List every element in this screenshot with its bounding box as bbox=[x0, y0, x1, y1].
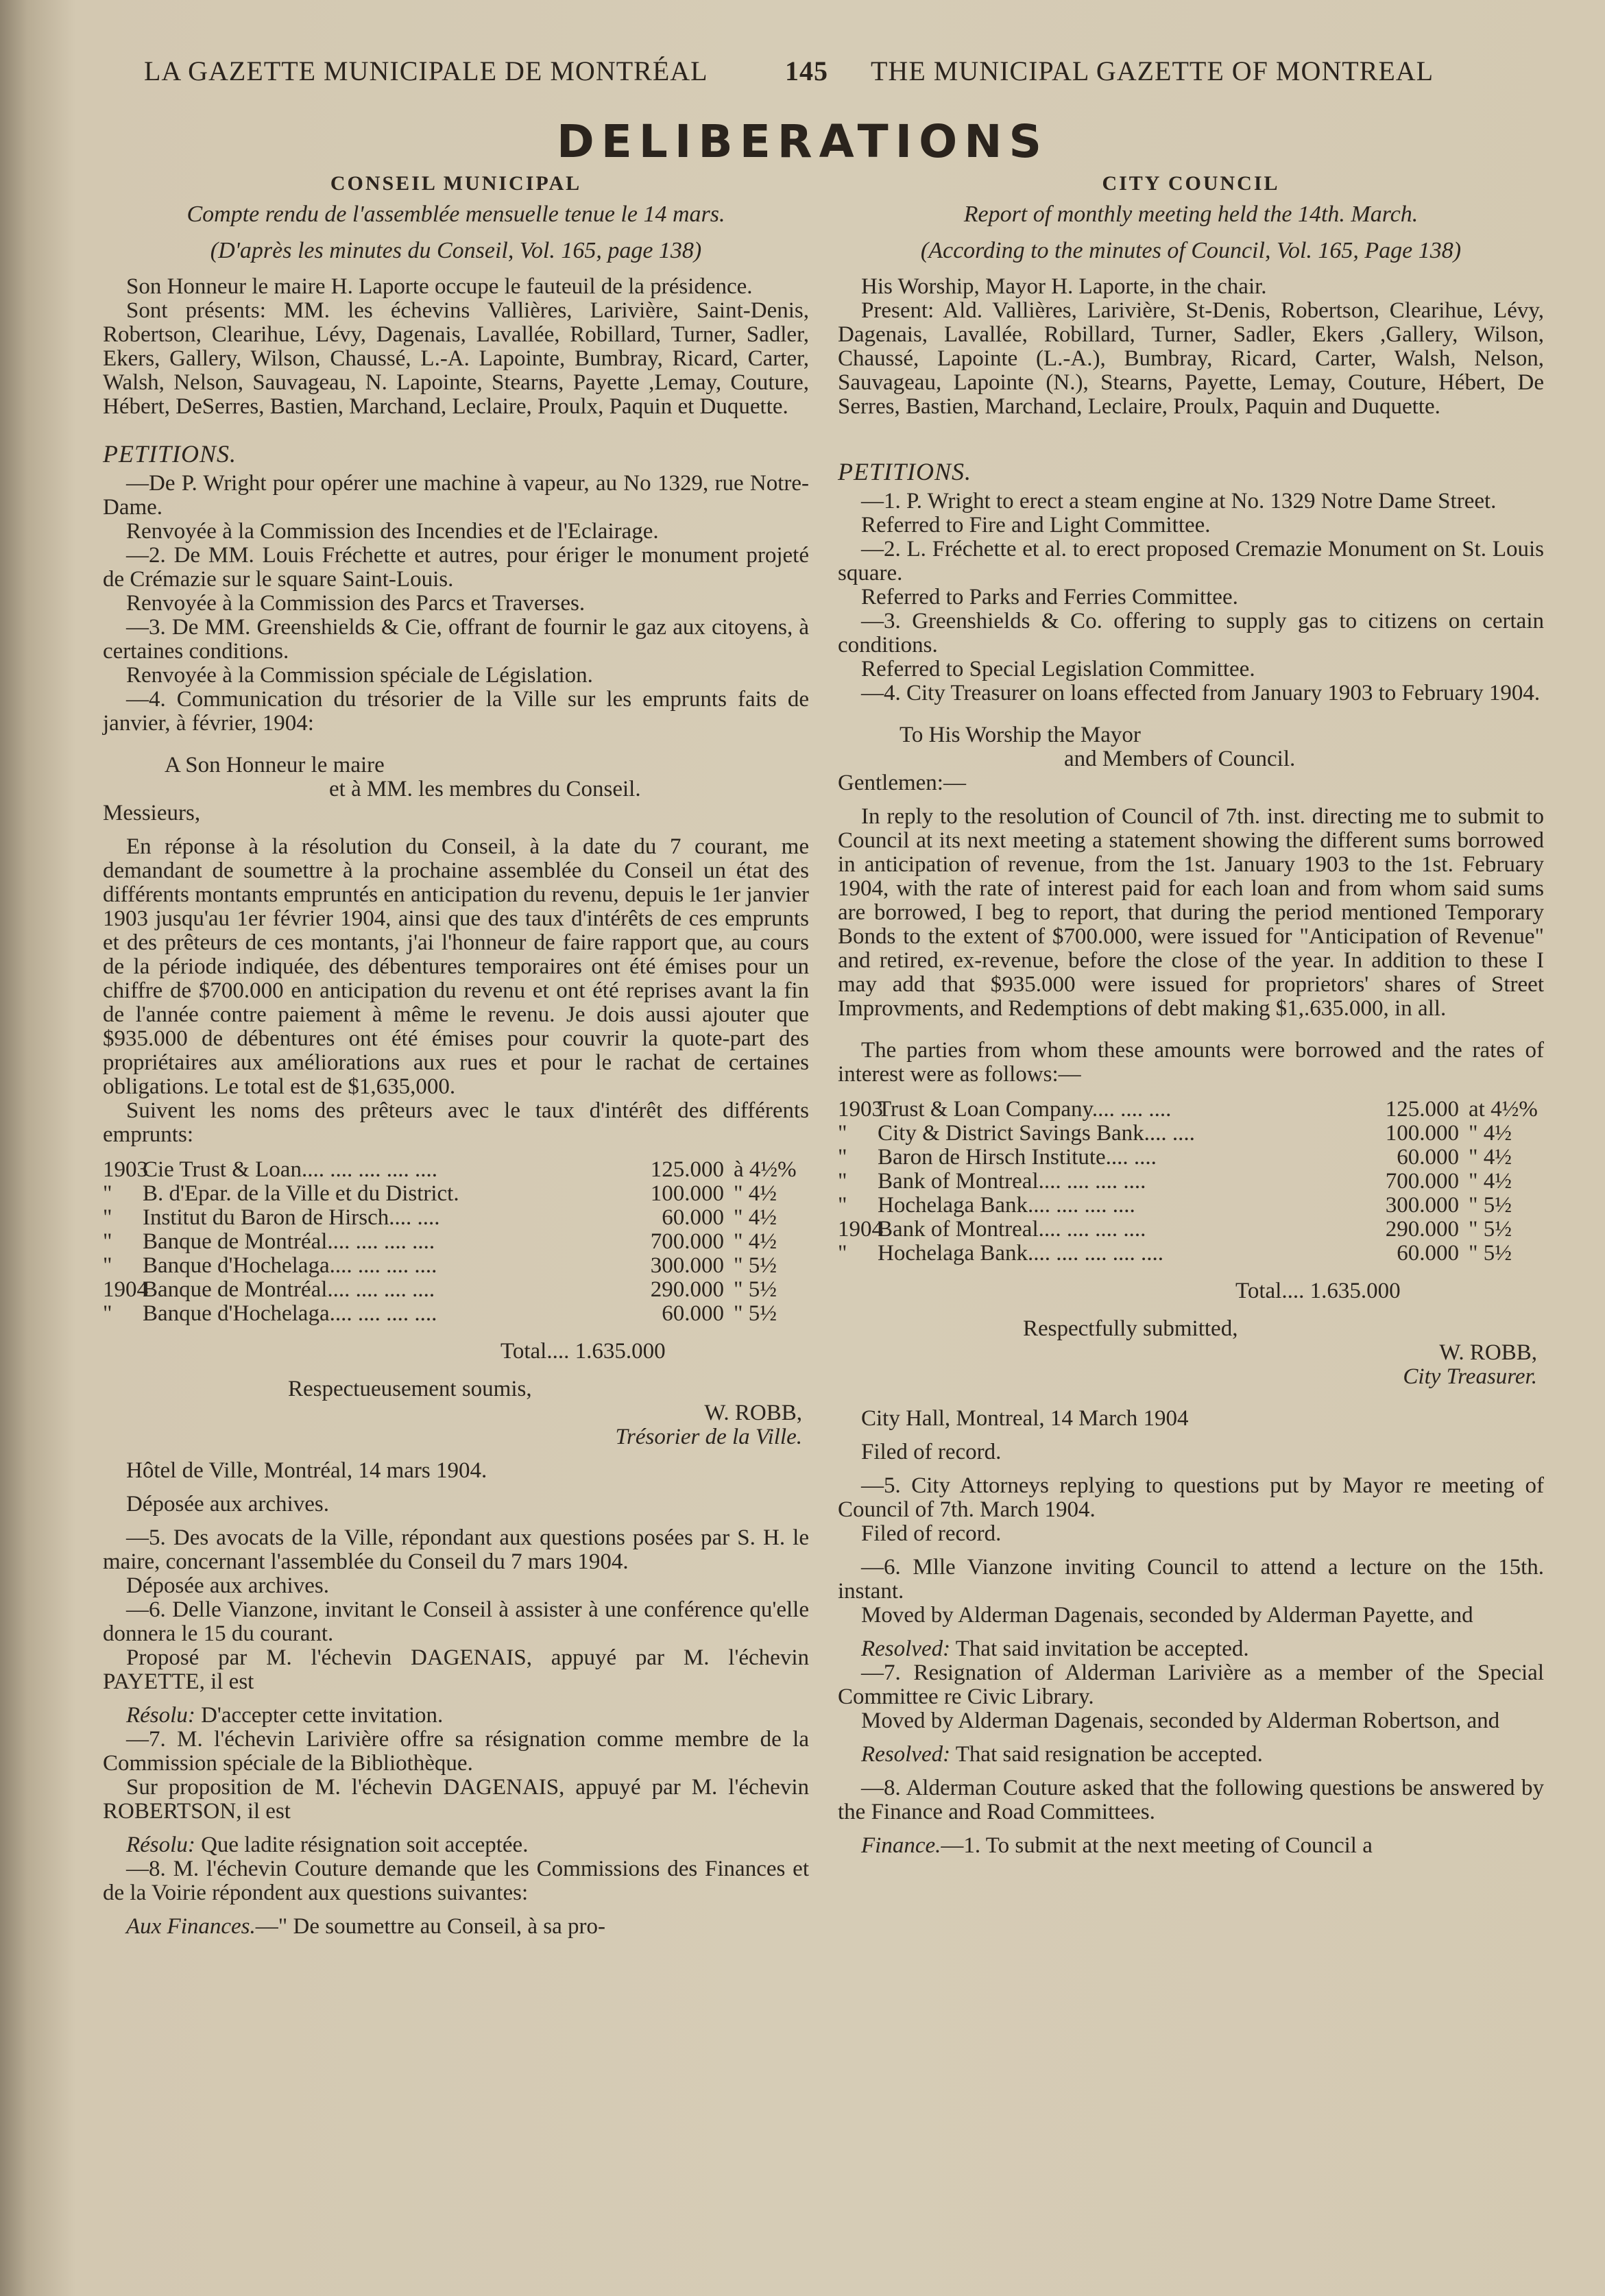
petition-3-referral: Referred to Special Legislation Committee. bbox=[861, 657, 1255, 681]
item-6-resolution bbox=[103, 1704, 809, 1728]
item-6-motion: Moved by Alderman Dagenais, seconded by Alderman Payette, and bbox=[861, 1603, 1473, 1628]
loan-row: " Banque de Montréal.... .... .... .... 700.000 " 4½ bbox=[103, 1229, 777, 1254]
treasurer-letter: In reply to the resolution of Council of 7th. inst. directing me to submit to Council at its next meeting a statement showing the different sums borrowed in anticipation of revenue, from the 1st. January 1903 to the 1st. February 1904, with the rate of interest paid for each loan and from whom said sums are borrowed, I beg to report, that during the period mentioned Temporary Bonds to the extent of $700.000, were issued for "Anticipation of Revenue" and retired, ex-revenue, before the close of the year. In addition to these I may add that $935.000 were issued for proprietors' shares of Street Improvments, and Redemptions of debt making $1,.635.000, in all. bbox=[838, 804, 1544, 1021]
resolved-label: Résolu: bbox=[126, 1833, 195, 1857]
finances-label: Finance. bbox=[861, 1833, 941, 1858]
loan-table bbox=[103, 1158, 809, 1326]
address-line-2: et à MM. les membres du Conseil. bbox=[329, 777, 641, 801]
resolved-text: That said invitation be accepted. bbox=[955, 1636, 1249, 1661]
loan-row: " Banque d'Hochelaga.... .... .... .... 60.000 " 5½ bbox=[103, 1301, 777, 1326]
present-paragraph: Present: Ald. Vallières, Larivière, St-Denis, Robertson, Clearihue, Lévy, Dagenais, Lavallée, Robillard, Turner, Sadler, Ekers ,Gallery, Wilson, Chaussé, Lapointe (L.-A.), Bumbray, Ricard, Carter, Walsh, Nelson, Sauvageau, Lapointe (N.), Stearns, Payette, Lemay, Couture, Hébert, De Serres, Bastien, Marchand, Leclaire, Proulx, Paquin and Duquette. bbox=[838, 298, 1544, 419]
signer-title: City Treasurer. bbox=[1403, 1364, 1537, 1389]
petition-2: —2. De MM. Louis Fréchette et autres, pour ériger le monument projeté de Crémazie sur le square Saint-Louis. bbox=[103, 543, 809, 592]
petition-2-referral: Renvoyée à la Commission des Parcs et Traverses. bbox=[126, 591, 586, 616]
address-line-2: and Members of Council. bbox=[1064, 747, 1296, 771]
section-heading: CITY COUNCIL bbox=[1102, 172, 1280, 195]
resolved-label: Resolved: bbox=[861, 1742, 951, 1767]
loan-row: " Baron de Hirsch Institute.... .... 60.000 " 4½ bbox=[838, 1145, 1512, 1170]
finances-text: —1. To submit at the next meeting of Council a bbox=[941, 1833, 1373, 1858]
item-5-referral: Déposée aux archives. bbox=[126, 1573, 329, 1598]
petition-1: —1. P. Wright to erect a steam engine at No. 1329 Notre Dame Street. bbox=[861, 489, 1497, 513]
loan-row: " Hochelaga Bank.... .... .... .... .... 60.000 " 5½ bbox=[838, 1241, 1512, 1266]
lenders-intro: The parties from whom these amounts were borrowed and the rates of interest were as follows:— bbox=[838, 1038, 1544, 1087]
petitions-heading: PETITIONS. bbox=[103, 440, 237, 468]
closing: Respectueusement soumis, bbox=[288, 1377, 532, 1401]
item-8-finances bbox=[103, 1915, 809, 1939]
finances-text: —" De soumettre au Conseil, à sa pro- bbox=[255, 1914, 605, 1939]
place-date: City Hall, Montreal, 14 March 1904 bbox=[861, 1406, 1189, 1431]
item-4: —4. Communication du trésorier de la Ville sur les emprunts faits de janvier, à février, 1904: bbox=[103, 687, 809, 736]
meeting-subtitle: Compte rendu de l'assemblée mensuelle tenue le 14 mars. bbox=[186, 202, 725, 227]
signer-name: W. ROBB, bbox=[1439, 1340, 1537, 1365]
loan-row: 1903 Cie Trust & Loan.... .... .... .... .... 125.000 à 4½% bbox=[103, 1157, 797, 1182]
page-number: 145 bbox=[785, 56, 828, 86]
petition-2-referral: Referred to Parks and Ferries Committee. bbox=[861, 585, 1238, 609]
petition-3-referral: Renvoyée à la Commission spéciale de Législation. bbox=[126, 663, 593, 688]
loan-row: " B. d'Epar. de la Ville et du District. 100.000 " 4½ bbox=[103, 1181, 777, 1206]
finances-label: Aux Finances. bbox=[126, 1914, 256, 1939]
petition-2: —2. L. Fréchette et al. to erect proposed Cremazie Monument on St. Louis square. bbox=[838, 537, 1544, 585]
address-line-1: A Son Honneur le maire bbox=[165, 753, 385, 777]
salutation: Messieurs, bbox=[103, 801, 201, 825]
filed-note: Déposée aux archives. bbox=[126, 1492, 329, 1516]
item-7-motion: Moved by Alderman Dagenais, seconded by Alderman Robertson, and bbox=[861, 1708, 1500, 1733]
closing: Respectfully submitted, bbox=[1023, 1316, 1238, 1341]
present-paragraph: Sont présents: MM. les échevins Vallières, Larivière, Saint-Denis, Robertson, Clearihue, Lévy, Dagenais, Lavallée, Robillard, Turner, Sadler, Ekers, Gallery, Wilson, Chaussé, L.-A. Lapointe, Bumbray, Ricard, Carter, Walsh, Nelson, Sauvageau, N. Lapointe, Stearns, Payette ,Lemay, Couture, Hébert, DeSerres, Bastien, Marchand, Leclaire, Proulx, Paquin et Duquette. bbox=[103, 298, 809, 419]
loan-row: 1904 Bank of Montreal.... .... .... .... 290.000 " 5½ bbox=[838, 1217, 1512, 1242]
loan-total: Total.... 1.635.000 bbox=[500, 1339, 666, 1364]
minutes-source: (According to the minutes of Council, Vol. 165, Page 138) bbox=[920, 238, 1462, 263]
item-8-finances bbox=[838, 1834, 1544, 1858]
header-french-title: LA GAZETTE MUNICIPALE DE MONTRÉAL bbox=[144, 56, 708, 86]
item-6: —6. Mlle Vianzone inviting Council to attend a lecture on the 15th. instant. bbox=[838, 1555, 1544, 1604]
loan-table bbox=[838, 1098, 1544, 1266]
salutation: Gentlemen:— bbox=[838, 771, 966, 795]
treasurer-letter: En réponse à la résolution du Conseil, à la date du 7 courant, me demandant de soumettre à la prochaine assemblée du Conseil un état des différents montants empruntés en anticipation du revenu, depuis le 1er janvier 1903 jusqu'au 1er février 1904, ainsi que des taux d'intérêts de ces emprunts et des prêteurs de ces montants, j'ai l'honneur de faire rapport que, au cours de la période indiquée, des débentures temporaires ont été émises pour un chiffre de $700.000 en anticipation du revenu et ont été reprises avant la fin de l'année contre paiement à même le revenu. Je dois aussi ajouter que $935.000 de débentures ont été émises pour couvrir la quote-part des propriétaires aux améliorations aux rues et pour le rachat de certaines obligations. Le total est de $1,635,000. bbox=[103, 834, 809, 1099]
loan-row: " Banque d'Hochelaga.... .... .... .... 300.000 " 5½ bbox=[103, 1253, 777, 1278]
section-heading: CONSEIL MUNICIPAL bbox=[330, 172, 582, 195]
item-6-resolution bbox=[838, 1637, 1544, 1661]
meeting-subtitle: Report of monthly meeting held the 14th. March. bbox=[963, 202, 1419, 227]
chair-paragraph: His Worship, Mayor H. Laporte, in the chair. bbox=[861, 274, 1267, 299]
loan-row: 1903 Trust & Loan Company.... .... .... 125.000 at 4½% bbox=[838, 1097, 1538, 1122]
resolved-text: Que ladite résignation soit acceptée. bbox=[201, 1833, 529, 1857]
petition-1-referral: Renvoyée à la Commission des Incendies et de l'Eclairage. bbox=[126, 519, 659, 544]
loan-row: " Bank of Montreal.... .... .... .... 700.000 " 4½ bbox=[838, 1169, 1512, 1194]
item-7: —7. M. l'échevin Larivière offre sa résignation comme membre de la Commission spéciale de la Bibliothèque. bbox=[103, 1727, 809, 1776]
loan-row: " City & District Savings Bank.... .... 100.000 " 4½ bbox=[838, 1121, 1512, 1146]
signer-name: W. ROBB, bbox=[704, 1401, 802, 1425]
item-8: —8. M. l'échevin Couture demande que les Commissions des Finances et de la Voirie répondent aux questions suivantes: bbox=[103, 1857, 809, 1905]
filed-note: Filed of record. bbox=[861, 1440, 1002, 1464]
item-7-motion: Sur proposition de M. l'échevin DAGENAIS, appuyé par M. l'échevin ROBERTSON, il est bbox=[103, 1775, 809, 1824]
loan-row: " Institut du Baron de Hirsch.... .... 60.000 " 4½ bbox=[103, 1205, 777, 1230]
item-5-referral: Filed of record. bbox=[861, 1521, 1002, 1546]
item-7-resolution bbox=[838, 1743, 1544, 1767]
resolved-text: D'accepter cette invitation. bbox=[201, 1703, 444, 1728]
petitions-heading: PETITIONS. bbox=[838, 458, 972, 485]
english-column bbox=[838, 171, 1544, 1858]
resolved-label: Résolu: bbox=[126, 1703, 195, 1728]
resolved-text: That said resignation be accepted. bbox=[955, 1742, 1263, 1767]
item-5: —5. City Attorneys replying to questions put by Mayor re meeting of Council of 7th. March 1904. bbox=[838, 1473, 1544, 1522]
petition-1-referral: Referred to Fire and Light Committee. bbox=[861, 513, 1211, 537]
item-6-motion: Proposé par M. l'échevin DAGENAIS, appuyé par M. l'échevin PAYETTE, il est bbox=[103, 1645, 809, 1694]
item-7-resolution bbox=[103, 1833, 809, 1857]
item-5: —5. Des avocats de la Ville, répondant aux questions posées par S. H. le maire, concernant l'assemblée du Conseil du 7 mars 1904. bbox=[103, 1525, 809, 1574]
item-6: —6. Delle Vianzone, invitant le Conseil à assister à une conférence qu'elle donnera le 15 du courant. bbox=[103, 1597, 809, 1646]
lenders-intro: Suivent les noms des prêteurs avec le taux d'intérêt des différents emprunts: bbox=[103, 1098, 809, 1147]
loan-row: " Hochelaga Bank.... .... .... .... 300.000 " 5½ bbox=[838, 1193, 1512, 1218]
loan-row: 1904 Banque de Montréal.... .... .... .... 290.000 " 5½ bbox=[103, 1277, 777, 1302]
place-date: Hôtel de Ville, Montréal, 14 mars 1904. bbox=[126, 1458, 487, 1483]
minutes-source: (D'après les minutes du Conseil, Vol. 165, page 138) bbox=[210, 238, 702, 263]
petition-3: —3. Greenshields & Co. offering to supply gas to citizens on certain conditions. bbox=[838, 609, 1544, 657]
french-column bbox=[103, 171, 809, 1939]
signer-title: Trésorier de la Ville. bbox=[615, 1425, 802, 1449]
petition-1: —De P. Wright pour opérer une machine à vapeur, au No 1329, rue Notre-Dame. bbox=[103, 471, 809, 520]
petition-3: —3. De MM. Greenshields & Cie, offrant de fournir le gaz aux citoyens, à certaines conditions. bbox=[103, 615, 809, 664]
address-line-1: To His Worship the Mayor bbox=[900, 723, 1141, 747]
page-title: DELIBERATIONS bbox=[556, 115, 1049, 168]
resolved-label: Resolved: bbox=[861, 1636, 951, 1661]
item-8: —8. Alderman Couture asked that the following questions be answered by the Finance and Road Committees. bbox=[838, 1776, 1544, 1824]
item-4: —4. City Treasurer on loans effected from January 1903 to February 1904. bbox=[861, 681, 1541, 705]
loan-total: Total.... 1.635.000 bbox=[1235, 1279, 1401, 1303]
item-7: —7. Resignation of Alderman Larivière as a member of the Special Committee re Civic Library. bbox=[838, 1660, 1544, 1709]
chair-paragraph: Son Honneur le maire H. Laporte occupe le fauteuil de la présidence. bbox=[126, 274, 753, 299]
header-english-title: THE MUNICIPAL GAZETTE OF MONTREAL bbox=[871, 56, 1434, 86]
